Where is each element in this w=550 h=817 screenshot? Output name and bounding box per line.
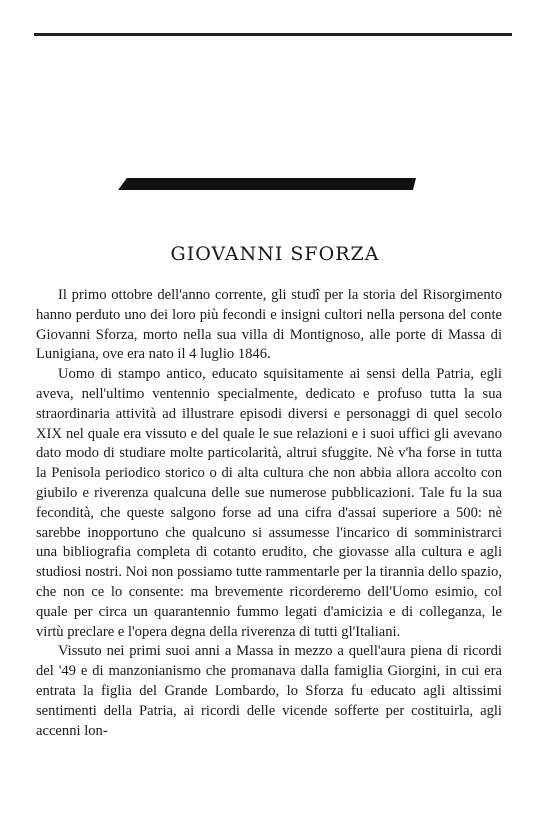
- paragraph-1: Il primo ottobre dell'anno corrente, gli studî per la storia del Risorgimento hanno perduto uno dei loro più fecondi e insigni cultori nella persona del conte Giovanni Sforza, morto nella sua villa di Montignoso, alle porte di Massa di Lunigiana, ove era nato il 4 luglio 1846.: [36, 287, 502, 363]
- paragraph-2: Uomo di stampo antico, educato squisitamente ai sensi della Patria, egli aveva, nell'ultimo ventennio specialmente, dedicato e profuso tutta la sua straordinaria attività ad illustrare episodi diversi e personaggi di quel secolo XIX nel quale era vissuto e del quale le sue relazioni e i suoi uffici gli avevano dato modo di studiare molte particolarità, altrui sfuggite. Nè v'ha forse in tutta la Penisola periodico storico o di alta cultura che non abbia allora accolto con giubilo e riverenza qualcuna delle sue numerose pubblicazioni. Tale fu la sua fecondità, che queste salgono forse ad una cifra d'assai superiore a 500: nè sarebbe inopportuno che qualcuno si assumesse l'incarico di somministrarci una bibliografia completa di cotanto erudito, che giovasse alla cultura e agli studiosi nostri. Noi non possiamo tutte rammentarle per la tirannia dello spazio, che non ce lo consente: ma brevemente ricorderemo dell'Uomo esimio, col quale per circa un quarantennio fummo legati d'amicizia e di colleganza, le virtù preclare e l'opera degna della riverenza di tutti gl'Italiani.: [36, 366, 502, 640]
- header-ornament-rule: [118, 178, 416, 190]
- top-rule: [34, 33, 512, 36]
- article-body: [36, 286, 502, 741]
- paragraph-3: Vissuto nei primi suoi anni a Massa in mezzo a quell'aura piena di ricordi del '49 e di manzonianismo che promanava dalla famiglia Giorgini, in cui era entrata la figlia del Grande Lombardo, lo Sforza fu educato agli altissimi sentimenti della Patria, ai ricordi delle vicende sofferte per costituirla, agli accenni lon-: [36, 643, 502, 739]
- article-title: GIOVANNI SFORZA: [170, 243, 380, 265]
